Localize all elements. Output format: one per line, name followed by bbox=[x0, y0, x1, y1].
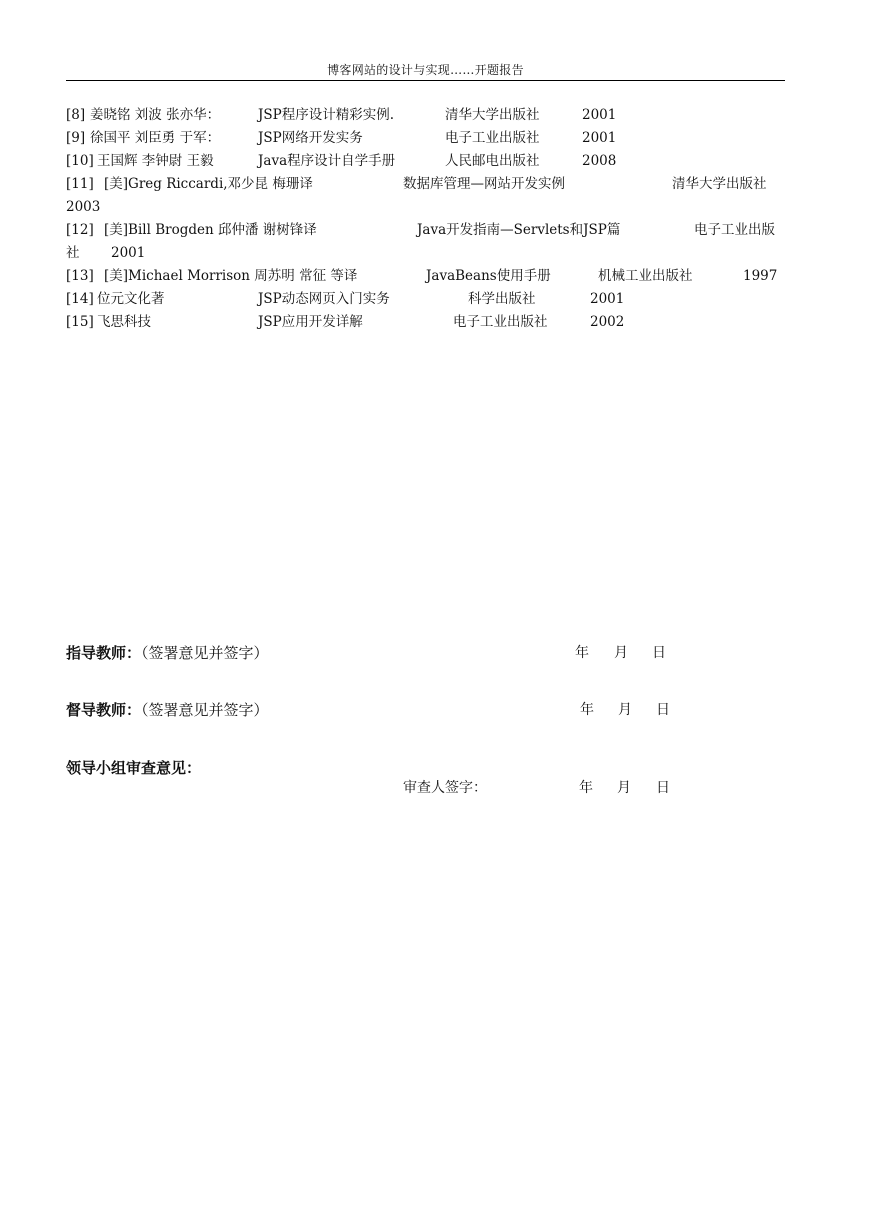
reference-title: JSP网络开发实务 bbox=[258, 130, 363, 146]
reference-authors: 飞思科技 bbox=[97, 314, 151, 330]
reference-title: 数据库管理—网站开发实例 bbox=[403, 176, 565, 192]
advisor-date-day: 日 bbox=[652, 645, 666, 661]
supervisor-date-day: 日 bbox=[656, 702, 670, 718]
group-date-month: 月 bbox=[617, 780, 631, 796]
reference-id: [12] bbox=[66, 222, 94, 238]
reference-12 bbox=[66, 219, 785, 265]
group-review-row bbox=[66, 757, 201, 779]
reference-year: 2008 bbox=[582, 153, 617, 169]
supervisor-note: （签署意见并签字） bbox=[141, 701, 269, 719]
reference-11 bbox=[66, 173, 785, 219]
reference-authors: [美]Bill Brogden 邱仲潘 谢树锋译 bbox=[104, 222, 317, 238]
reference-authors: 位元文化著 bbox=[97, 291, 165, 307]
reference-title: Java开发指南—Servlets和JSP篇 bbox=[417, 222, 621, 238]
reference-title: JSP程序设计精彩实例. bbox=[258, 107, 395, 123]
reference-year: 2001 bbox=[590, 291, 625, 307]
advisor-date-year: 年 bbox=[575, 645, 589, 661]
group-date-day: 日 bbox=[656, 780, 670, 796]
advisor-date-month: 月 bbox=[614, 645, 628, 661]
reference-publisher: 电子工业出版 bbox=[694, 222, 775, 238]
group-date-year: 年 bbox=[579, 780, 593, 796]
reviewer-signature-label: 审查人签字： bbox=[403, 780, 487, 796]
reference-9 bbox=[66, 127, 785, 150]
reference-title: JSP动态网页入门实务 bbox=[258, 291, 390, 307]
reference-publisher: 机械工业出版社 bbox=[598, 268, 693, 284]
reference-publisher: 清华大学出版社 bbox=[445, 107, 540, 123]
reference-15 bbox=[66, 311, 785, 334]
reference-8 bbox=[66, 104, 785, 127]
reference-authors: [美]Greg Riccardi,邓少昆 梅珊译 bbox=[104, 176, 313, 192]
reference-year: 2001 bbox=[582, 130, 617, 146]
reference-10 bbox=[66, 150, 785, 173]
reference-authors: 王国辉 李钟尉 王毅 bbox=[97, 153, 214, 169]
reference-14 bbox=[66, 288, 785, 311]
reference-publisher: 科学出版社 bbox=[468, 291, 536, 307]
reference-year: 2002 bbox=[590, 314, 625, 330]
advisor-signature-row bbox=[66, 642, 269, 664]
header-rule bbox=[66, 80, 785, 81]
reference-year: 2001 bbox=[111, 245, 146, 261]
reference-year: 2001 bbox=[582, 107, 617, 123]
reference-list bbox=[66, 104, 785, 334]
advisor-note: （签署意见并签字） bbox=[141, 644, 269, 662]
supervisor-date-month: 月 bbox=[618, 702, 632, 718]
reference-id: [10] bbox=[66, 153, 94, 169]
advisor-label: 指导教师： bbox=[66, 644, 142, 662]
reference-year: 2003 bbox=[66, 199, 101, 215]
reference-id: [15] bbox=[66, 314, 94, 330]
reference-title: Java程序设计自学手册 bbox=[258, 153, 396, 169]
reference-publisher: 电子工业出版社 bbox=[453, 314, 548, 330]
reference-publisher-cont: 社 bbox=[66, 245, 80, 261]
reference-id: [14] bbox=[66, 291, 94, 307]
supervisor-date-year: 年 bbox=[580, 702, 594, 718]
reference-authors: 徐国平 刘臣勇 于军： bbox=[90, 130, 221, 146]
reference-id: [13] bbox=[66, 268, 94, 284]
reference-id: [8] bbox=[66, 107, 86, 123]
reference-year: 1997 bbox=[743, 268, 778, 284]
reference-publisher: 人民邮电出版社 bbox=[445, 153, 540, 169]
supervisor-signature-row bbox=[66, 699, 269, 721]
reference-id: [9] bbox=[66, 130, 86, 146]
supervisor-label: 督导教师： bbox=[66, 701, 142, 719]
reference-title: JavaBeans使用手册 bbox=[426, 268, 551, 284]
group-review-label: 领导小组审查意见： bbox=[66, 759, 202, 777]
page-header: 博客网站的设计与实现……开题报告 bbox=[327, 63, 524, 77]
reference-publisher: 清华大学出版社 bbox=[672, 176, 767, 192]
reference-id: [11] bbox=[66, 176, 94, 192]
reference-13 bbox=[66, 265, 785, 288]
reference-title: JSP应用开发详解 bbox=[258, 314, 363, 330]
reference-authors: [美]Michael Morrison 周苏明 常征 等译 bbox=[104, 268, 358, 284]
reference-publisher: 电子工业出版社 bbox=[445, 130, 540, 146]
reference-authors: 姜晓铭 刘波 张亦华： bbox=[90, 107, 221, 123]
